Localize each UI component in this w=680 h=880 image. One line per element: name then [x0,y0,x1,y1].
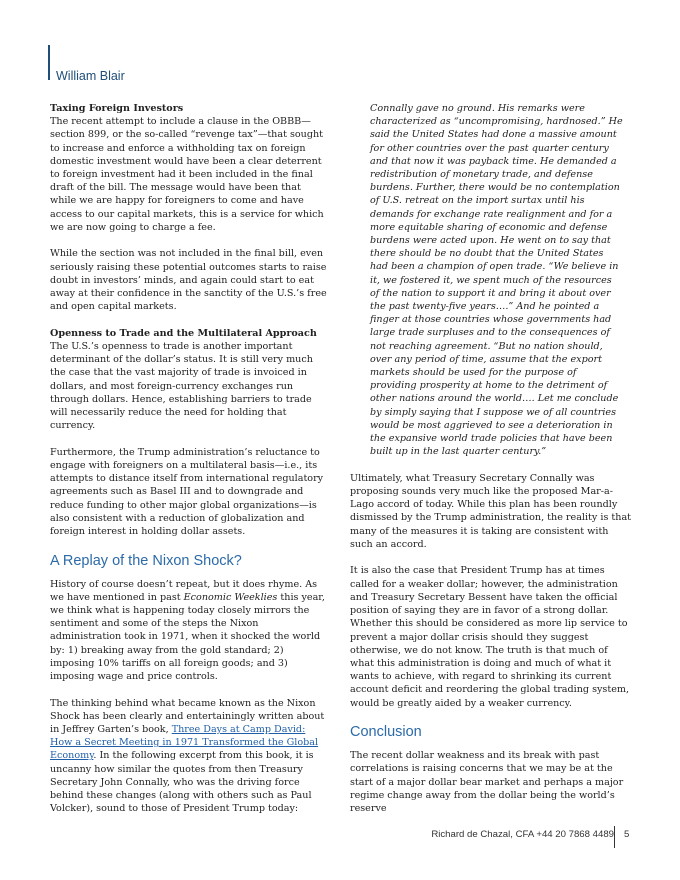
page-number: 5 [624,829,630,840]
paragraph: While the section was not included in the final bill, even seriously raising these potential outcomes starts to raise doubt in investors’ minds, and again could start to eat away at their confidence in the sanctity of the U.S.’s free and open capital markets. [50,248,327,313]
footer-rule [614,826,615,848]
section-heading: Taxing Foreign Investors [50,103,184,114]
connally-quote: Connally gave no ground. His remarks were characterized as “uncompromising, hardnosed.” He said the United States had done a massive amount for other countries over the past quarter century and that now it was payback time. He demanded a redistribution of monetary trade, and defense burdens. Further, there would be no contemplation of U.S. retreat on the import surtax until his demands for exchange rate realignment and for a more equitable sharing of economic and defense burdens were acted upon. He went on to say that there should be no doubt that the United States had been a champion of open trade. “We believe in it, we fostered it, we spent much of the resources of the nation to support it and bring it about over the past twenty-five years….” And he pointed a finger at those countries whose governments had large trade surpluses and to the consequences of not reaching agreement. “But no nation should, over any period of time, assume that the export markets should be used for the purpose of providing prosperity at home to the detriment of other nations around the world…. Let me conclude by simply saying that I suppose we of all countries would be most aggrieved to see a deterioration in the expansive world trade policies that have been built up in the last quarter century.” [370,103,623,458]
section-heading: Openness to Trade and the Multilateral Approach [50,327,317,339]
paragraph [50,578,328,684]
paragraph: The recent dollar weakness and its break with past correlations is raising concerns that we may be at the start of a major dollar bear market and perhaps a major regime change away from the dollar being the world’s reserve [350,750,624,814]
section-title-conclusion: Conclusion [350,724,422,741]
paragraph [50,697,328,816]
paragraph: Ultimately, what Treasury Secretary Connally was proposing sounds very much like the proposed Mar-a-Lago accord of today. While this plan has been roundly dismissed by the Trump administration, the reality is that many of the measures it is taking are consistent with such an accord. [350,472,632,550]
text-run: this year, we think what is happening today closely mirrors the sentiment and some of the steps the Nixon administration took in 1971, when it shocked the world by: 1) breaking away from the gold standard; 2) imposing 10% tariffs on all foreign goods; and 3) imposing wage and price controls. [50,591,325,683]
paragraph: The recent attempt to include a clause in the OBBB—section 899, or the so-called “revenge tax”—that sought to increase and enforce a withholding tax on foreign domestic investment would have been a clear deterrent to foreign investment had it been included in the final draft of the bill. The message would have been that while we are happy for foreigners to come and have access to our capital markets, this is a service for which we are now going to charge a fee. [50,116,324,233]
brand-name: William Blair [56,69,125,83]
paragraph: The U.S.’s openness to trade is another important determinant of the dollar’s status. It is still very much the case that the vast majority of trade is invoiced in dollars, and most foreign-currency exchanges run through dollars. Hence, establishing barriers to trade will necessarily reduce the need for holding that currency. [50,341,313,432]
header-rule [48,45,50,80]
paragraph: It is also the case that President Trump has at times called for a weaker dollar; however, the administration and Treasury Secretary Bessent have taken the official position of saying they are in favor of a strong dollar. Whether this should be considered as more lip service to prevent a major dollar crisis should they suggest otherwise, we do not know. The truth is that much of what this administration is doing and much of what it wants to achieve, with regard to shrinking its current account deficit and reordering the global trading system, would be greatly aided by a weaker currency. [350,565,630,709]
section-taxing-foreign-investors [50,102,328,234]
footer-author: Richard de Chazal, CFA +44 20 7868 4489 [431,829,614,840]
book-link[interactable]: Three Days at Camp David: How a Secret Meeting in 1971 Transformed the Global Economy [50,724,319,762]
paragraph: Furthermore, the Trump administration’s reluctance to engage with foreigners on a multilateral basis—i.e., its attempts to distance itself from international regulatory agreements such as Basel III and to downgrade and reduce funding to other major global organizations—is also consistent with a reduction of globalization and foreign interest in holding dollar assets. [50,446,324,538]
text-run: . In the following excerpt from this book, it is uncanny how similar the quotes from then Treasury Secretary John Connally, who was the driving force behind these changes (along with others such as Paul Volcker), sound to those of President Trump today: [50,750,314,815]
text-run: The thinking behind what became known as the Nixon Shock has been clearly and entertainingly written about in Jeffrey Garten’s book, [50,697,325,736]
section-title-nixon-shock: A Replay of the Nixon Shock? [50,552,242,569]
text-run: History of course doesn’t repeat, but it does rhyme. As we have mentioned in past [50,578,318,603]
section-openness-to-trade [50,327,328,433]
publication-name: Economic Weeklies [183,591,278,603]
right-column [350,102,632,829]
left-column [50,102,328,829]
